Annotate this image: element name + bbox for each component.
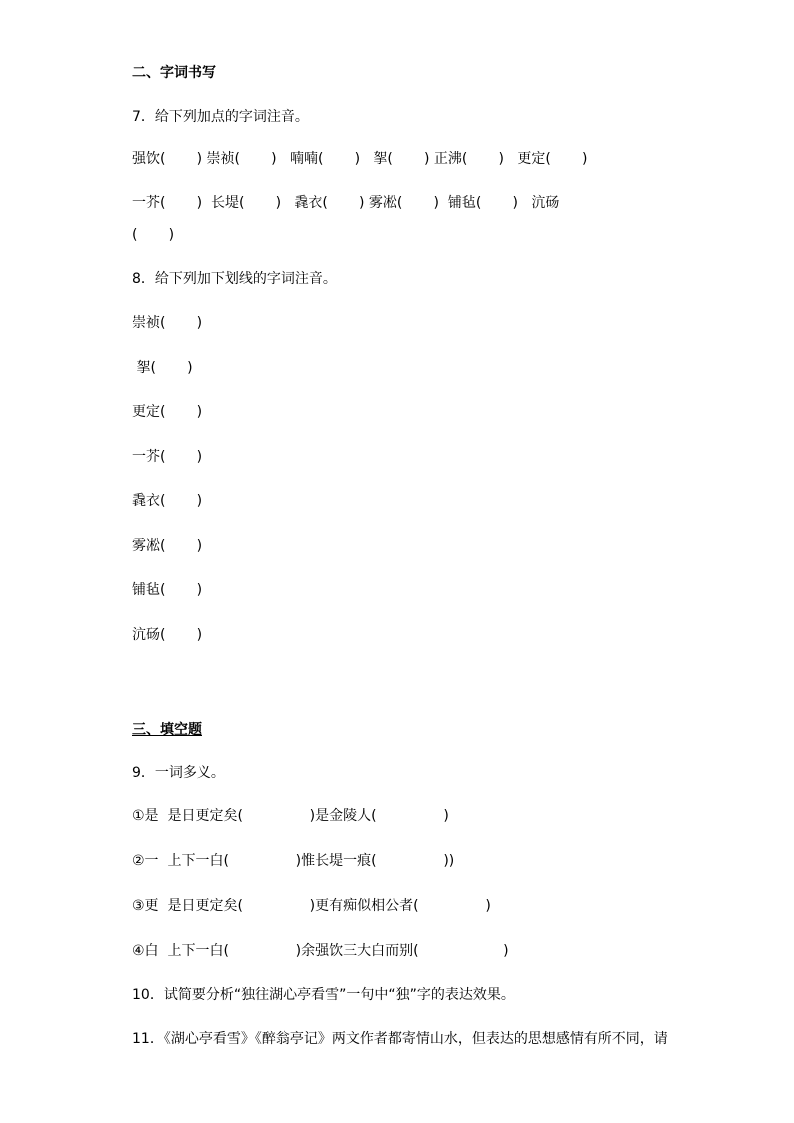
question-9-item: ④白 上下一白( )余强饮三大白而别( ) — [132, 943, 509, 959]
question-8-item: 更定( ) — [132, 404, 203, 420]
question-8-item: 崇祯( ) — [132, 315, 203, 331]
question-9-item: ③更 是日更定矣( )更有痴似相公者( ) — [132, 898, 491, 914]
question-7-line-3: ( ) — [132, 227, 175, 243]
question-9-item: ②一 上下一白( )惟长堤一痕( )) — [132, 853, 455, 869]
question-7-line-2: 一芥( ) 长堤( ) 毳衣( ) 雾凇( ) 铺毡( ) 沆砀 — [132, 195, 560, 211]
question-7-line-1: 强饮( ) 崇祯( ) 喃喃( ) 挐( ) 正沸( ) 更定( ) — [132, 151, 588, 167]
section-heading-3: 三、填空题 — [132, 722, 202, 738]
question-8-item: 沆砀( ) — [132, 627, 203, 643]
question-8-item: 雾凇( ) — [132, 538, 203, 554]
question-10-prompt: 10．试简要分析“独往湖心亭看雪”一句中“独”字的表达效果。 — [132, 987, 515, 1003]
section-heading-2: 二、字词书写 — [132, 65, 216, 81]
question-8-item: 毳衣( ) — [132, 493, 203, 509]
question-7-prompt: 7．给下列加点的字词注音。 — [132, 109, 309, 125]
question-11-prompt: 11．《湖心亭看雪》《醉翁亭记》两文作者都寄情山水，但表达的思想感情有所不同，请 — [132, 1031, 668, 1047]
question-8-item: 一芥( ) — [132, 449, 203, 465]
question-9-prompt: 9．一词多义。 — [132, 765, 225, 781]
question-8-item: 挐( ) — [132, 360, 193, 376]
question-9-item: ①是 是日更定矣( )是金陵人( ) — [132, 808, 449, 824]
question-8-item: 铺毡( ) — [132, 582, 203, 598]
question-8-prompt: 8．给下列加下划线的字词注音。 — [132, 271, 337, 287]
